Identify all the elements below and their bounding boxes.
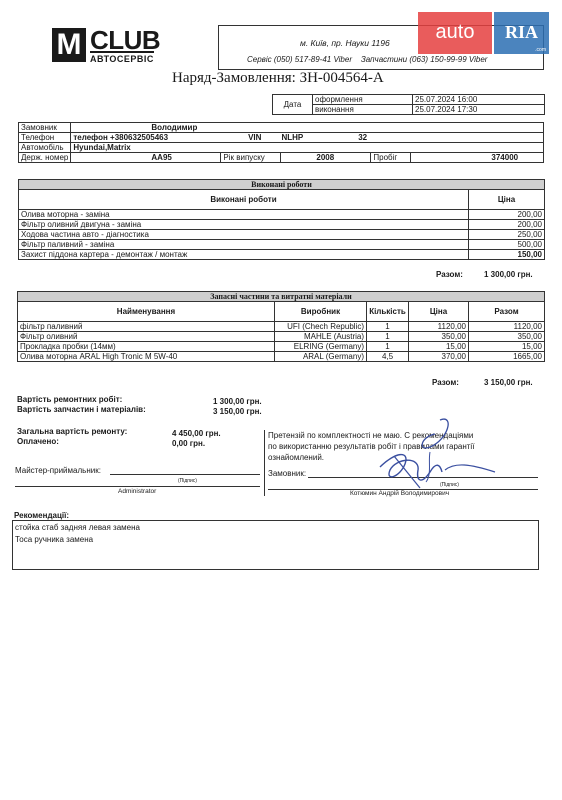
phone-vin-cell — [71, 133, 544, 143]
done-label: виконання — [313, 105, 413, 115]
plate-label: Держ. номер — [19, 153, 71, 163]
work-row — [19, 220, 545, 230]
logo-mark: M — [52, 28, 86, 62]
customer-name: Котюмин Андрій Володимирович — [350, 490, 450, 497]
watermark-domain: .com — [535, 47, 546, 53]
watermark-ria: RIA — [494, 12, 549, 54]
vin-value: NLHP — [281, 133, 304, 142]
works-total-label: Разом: — [436, 270, 463, 279]
part-maker: ARAL (Germany) — [275, 352, 367, 362]
work-name: Фільтр оливний двигуна - заміна — [19, 220, 469, 230]
claims-line3: ознайомлений. — [268, 453, 325, 462]
work-name: Захист піддона картера - демонтаж / монтаж — [19, 250, 469, 260]
paid-value: 0,00 грн. — [172, 439, 206, 448]
customer-sign-label: Замовник: — [268, 469, 307, 478]
work-price: 200,00 — [469, 210, 545, 220]
work-price: 150,00 — [469, 250, 545, 260]
work-row — [19, 240, 545, 250]
opened-label: оформлення — [313, 95, 413, 105]
phone-label: Телефон — [19, 133, 71, 143]
part-name: Олива моторна ARAL High Tronic M 5W-40 — [18, 352, 275, 362]
part-row — [18, 352, 545, 362]
part-sum: 15,00 — [469, 342, 545, 352]
parts-cost-label: Вартість запчастин і матеріалів: — [17, 405, 146, 414]
part-row — [18, 342, 545, 352]
part-qty: 1 — [367, 322, 409, 332]
parts-col-maker: Виробник — [275, 302, 367, 322]
parts-phone: Запчастини (063) 150-99-99 Viber — [360, 55, 488, 64]
work-row — [19, 230, 545, 240]
works-section-title: Виконані роботи — [19, 180, 545, 190]
recommendation-item: стойка стаб задняя левая замена — [15, 523, 140, 532]
part-row — [18, 322, 545, 332]
year-value: 2008 — [281, 153, 371, 163]
part-sum: 1120,00 — [469, 322, 545, 332]
grand-total-label: Загальна вартість ремонту: — [17, 427, 128, 436]
work-price: 200,00 — [469, 220, 545, 230]
car-label: Автомобіль — [19, 143, 71, 153]
opened-value: 25.07.2024 16:00 — [413, 95, 545, 105]
handwritten-signature — [360, 412, 510, 492]
part-qty: 4,5 — [367, 352, 409, 362]
work-price: 500,00 — [469, 240, 545, 250]
part-name: Фільтр оливний — [18, 332, 275, 342]
dates-table — [272, 94, 545, 115]
work-price: 250,00 — [469, 230, 545, 240]
part-qty: 1 — [367, 342, 409, 352]
done-value: 25.07.2024 17:30 — [413, 105, 545, 115]
paid-label: Оплачено: — [17, 437, 59, 446]
part-price: 370,00 — [409, 352, 469, 362]
work-name: Фільтр паливний - заміна — [19, 240, 469, 250]
autoria-watermark — [418, 12, 549, 54]
master-label: Майстер-приймальник: — [15, 466, 101, 475]
recommendation-item: Тоса ручника замена — [15, 535, 94, 544]
part-name: Прокладка пробки (14мм) — [18, 342, 275, 352]
parts-col-name: Найменування — [18, 302, 275, 322]
work-row — [19, 250, 545, 260]
part-sum: 1665,00 — [469, 352, 545, 362]
work-name: Олива моторна - заміна — [19, 210, 469, 220]
part-sum: 350,00 — [469, 332, 545, 342]
client-table — [18, 122, 544, 163]
work-row — [19, 210, 545, 220]
phones — [247, 55, 487, 64]
part-price: 15,00 — [409, 342, 469, 352]
part-price: 1120,00 — [409, 322, 469, 332]
parts-cost-value: 3 150,00 грн. — [213, 407, 262, 416]
parts-total-label: Разом: — [432, 378, 459, 387]
part-maker: ELRING (Germany) — [275, 342, 367, 352]
part-row — [18, 332, 545, 342]
phone-value: телефон +380632505463 — [73, 133, 169, 142]
car-value: Hyundai,Matrix — [71, 143, 544, 153]
parts-col-sum: Разом — [469, 302, 545, 322]
recommendations-label: Рекомендації: — [14, 511, 70, 520]
recommendations-box — [12, 520, 539, 570]
service-phone: Сервіс (050) 517-89-41 Viber — [247, 55, 352, 64]
master-sign-line — [110, 474, 260, 475]
claims-line1: Претензій по комплектності не маю. С рекомендаціями — [268, 431, 474, 440]
works-cost-value: 1 300,00 грн. — [213, 397, 262, 406]
vin-tail: 32 — [358, 133, 368, 142]
mileage-value: 374000 — [411, 153, 544, 163]
part-maker: MAHLE (Austria) — [275, 332, 367, 342]
part-name: фільтр паливний — [18, 322, 275, 332]
grand-total-value: 4 450,00 грн. — [172, 429, 221, 438]
works-col-price: Ціна — [469, 190, 545, 210]
customer-label: Замовник — [19, 123, 71, 133]
master-name: Administrator — [118, 488, 157, 495]
customer-sign-hint: (Підпис) — [440, 482, 459, 488]
works-cost-label: Вартість ремонтних робіт: — [17, 395, 123, 404]
parts-section-title: Запасні частини та витратні матеріали — [18, 292, 545, 302]
part-maker: UFI (Chech Republic) — [275, 322, 367, 332]
works-table — [18, 179, 545, 260]
works-col-name: Виконані роботи — [19, 190, 469, 210]
works-total-value: 1 300,00 грн. — [484, 270, 533, 279]
parts-table — [17, 291, 545, 362]
customer-value: Володимир — [71, 123, 544, 133]
parts-col-qty: Кількість — [367, 302, 409, 322]
part-price: 350,00 — [409, 332, 469, 342]
watermark-auto: auto — [418, 12, 492, 54]
address: м. Київ, пр. Науки 1196 — [300, 38, 390, 48]
master-sign-hint: (Підпис) — [178, 478, 197, 484]
document-title: Наряд-Замовлення: ЗН-004564-А — [172, 70, 384, 86]
vin-label: VIN — [248, 133, 262, 142]
part-qty: 1 — [367, 332, 409, 342]
claims-divider — [264, 430, 265, 496]
plate-value: AA95 — [71, 153, 221, 163]
logo-name: CLUB — [90, 25, 161, 55]
master-name-line — [15, 486, 260, 487]
parts-col-price: Ціна — [409, 302, 469, 322]
logo-subtitle: АВТОСЕРВІС — [90, 51, 154, 64]
year-label: Рік випуску — [221, 153, 281, 163]
mileage-label: Пробіг — [371, 153, 411, 163]
date-label: Дата — [273, 95, 313, 115]
work-name: Ходова частина авто - діагностика — [19, 230, 469, 240]
parts-total-value: 3 150,00 грн. — [484, 378, 533, 387]
claims-line2: по використанню результатів робіт і правилами гарантії — [268, 442, 475, 451]
